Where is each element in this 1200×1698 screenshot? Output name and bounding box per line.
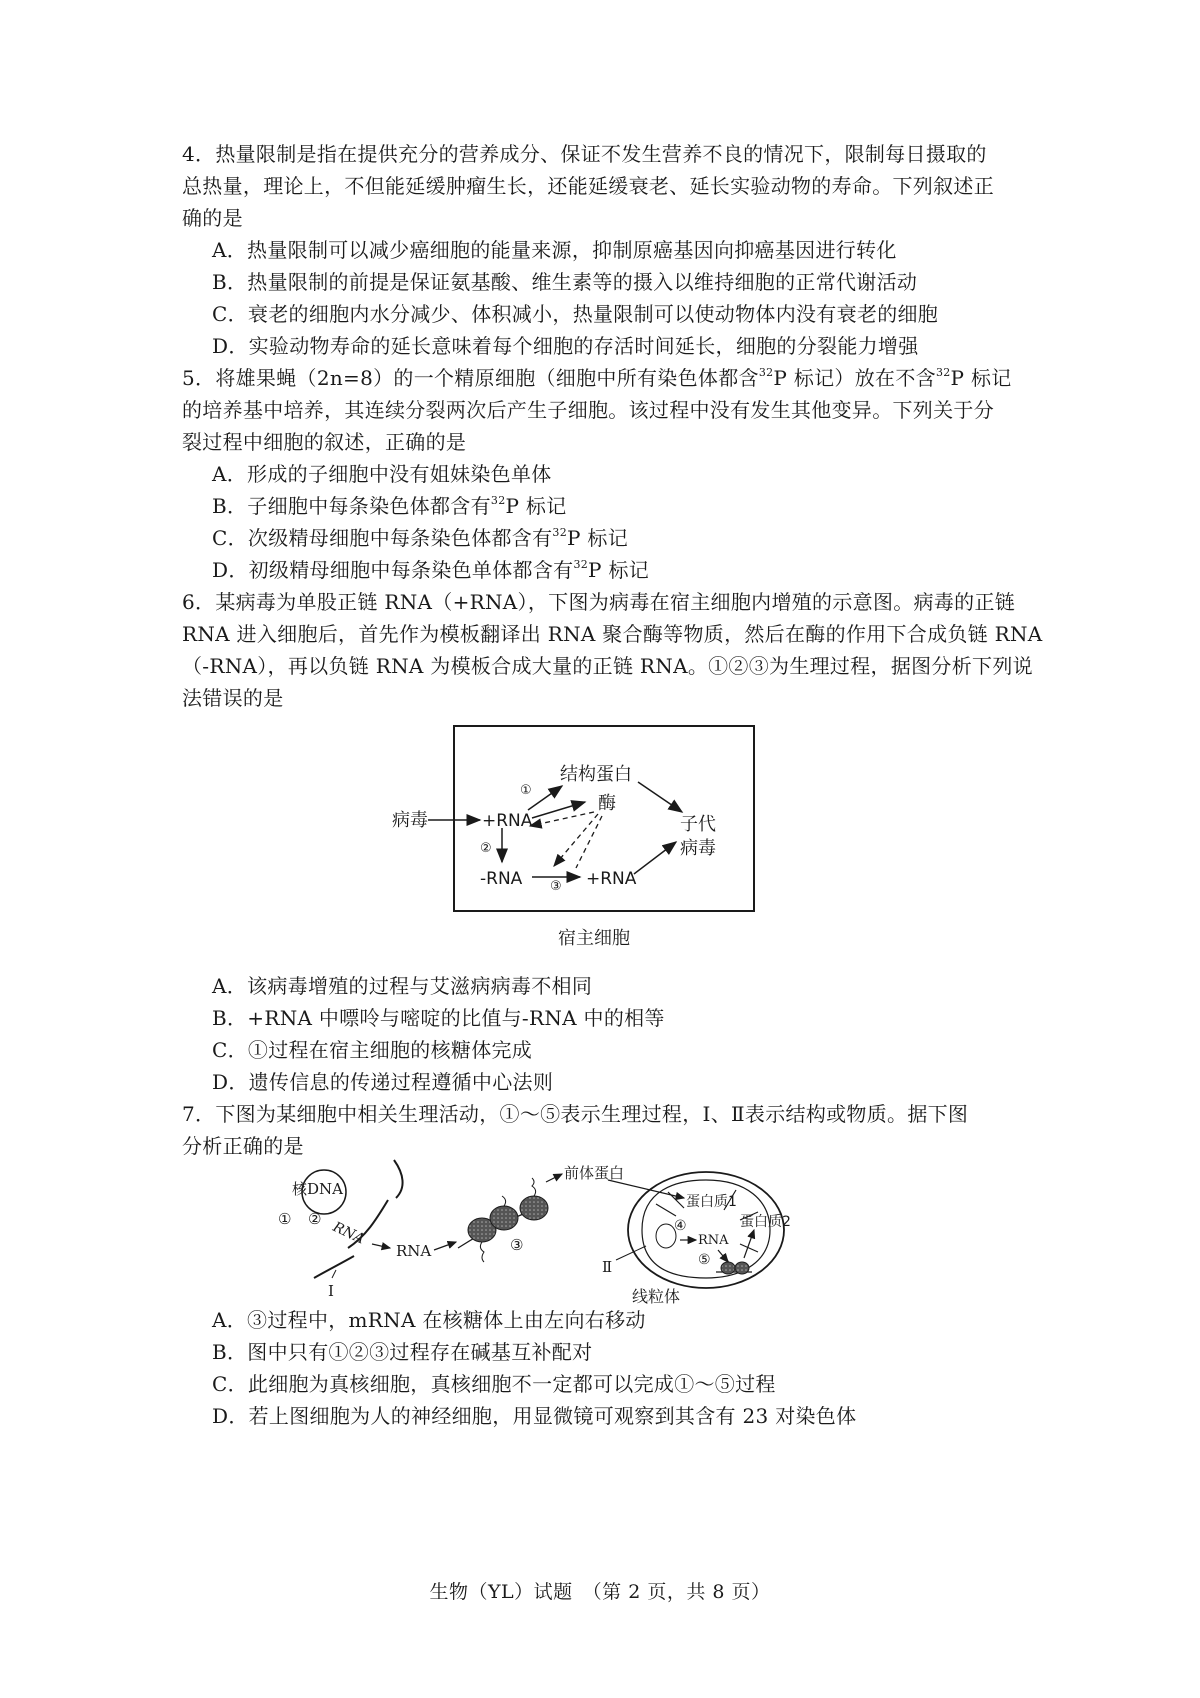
nuclear-envelope-top (394, 1160, 403, 1198)
mito-rna-label: RNA (698, 1233, 729, 1248)
step-4-label: ④ (674, 1218, 687, 1234)
label-II: Ⅱ (602, 1258, 613, 1276)
q5-option-d: D．初级精母细胞中每条染色单体都含有$^{32}$P 标记 (212, 558, 650, 582)
rna-export-arrow (372, 1244, 390, 1248)
q4-option-b: B．热量限制的前提是保证氨基酸、维生素等的摄入以维持细胞的正常代谢活动 (212, 270, 918, 294)
plus-rna-2-label: +RNA (586, 869, 637, 889)
q5-stem-line-2: 的培养基中培养，其连续分裂两次后产生子细胞。该过程中没有发生其他变异。下列关于分 (182, 398, 994, 422)
label-I-pointer (332, 1270, 336, 1278)
q4-stem-line-2: 总热量，理论上，不但能延缓肿瘤生长，还能延缓衰老、延长实验动物的寿命。下列叙述正 (182, 174, 994, 198)
q6-stem-line-4: 法错误的是 (182, 686, 284, 710)
q7-option-a: A．③过程中，mRNA 在核糖体上由左向右移动 (212, 1308, 646, 1332)
q7-stem-line-2: 分析正确的是 (182, 1134, 304, 1158)
q5-option-a: A．形成的子细胞中没有姐妹染色单体 (212, 462, 552, 486)
progeny-label-1: 子代 (680, 814, 716, 835)
peptide-chain-3 (532, 1178, 536, 1196)
step-2-label: ② (480, 841, 492, 856)
q4-stem-line-3: 确的是 (182, 206, 243, 230)
q6-stem-line-3: （-RNA），再以负链 RNA 为模板合成大量的正链 RNA。①②③为生理过程，据图分析下列说 (182, 654, 1033, 678)
step-1-label: ① (520, 783, 532, 798)
q4-option-d: D．实验动物寿命的延长意味着每个细胞的存活时间延长，细胞的分裂能力增强 (212, 334, 919, 358)
precursor-import-arrow (608, 1180, 684, 1198)
page-footer: 生物（YL）试题 （第 2 页，共 8 页） (429, 1581, 771, 1603)
mitochondrion-outer (628, 1172, 784, 1288)
cell-mitochondrion-diagram (278, 1160, 916, 1310)
protein-2-arrow (744, 1230, 754, 1258)
structural-protein-label: 结构蛋白 (560, 764, 632, 785)
q4-stem-line-1: 4．热量限制是指在提供充分的营养成分、保证不发生营养不良的情况下，限制每日摄取的 (182, 142, 987, 166)
step-5-label: ⑤ (698, 1252, 711, 1268)
step-3-label: ③ (510, 1236, 524, 1254)
arrow-rna-to-enzyme (532, 802, 585, 818)
precursor-arrow (546, 1174, 562, 1182)
q6-option-c: C．①过程在宿主细胞的核糖体完成 (212, 1038, 533, 1062)
q7-stem-line-1: 7．下图为某细胞中相关生理活动，①～⑤表示生理过程，Ⅰ、Ⅱ表示结构或物质。据下图 (182, 1102, 969, 1126)
q5-option-c: C．次级精母细胞中每条染色体都含有$^{32}$P 标记 (212, 526, 629, 550)
q7-option-b: B．图中只有①②③过程存在碱基互补配对 (212, 1340, 593, 1364)
dashed-enzyme-to-plus-rna (530, 812, 594, 826)
precursor-protein-label: 前体蛋白 (564, 1164, 625, 1182)
arrow-rna-to-protein (528, 786, 562, 810)
dashed-enzyme-to-minus-rna (554, 814, 598, 866)
virus-replication-diagram (380, 722, 820, 962)
ribosome-2 (490, 1206, 518, 1230)
enzyme-label: 酶 (598, 793, 616, 814)
q6-stem-line-1: 6．某病毒为单股正链 RNA（+RNA），下图为病毒在宿主细胞内增殖的示意图。病毒的正链 (182, 590, 1016, 614)
peptide-chain-1 (480, 1242, 484, 1262)
q5-stem-line-1: 5．将雄果蝇（2n=8）的一个精原细胞（细胞中所有染色体都含$^{32}$P 标记）放在不含$^{32}$P 标记 (182, 366, 1012, 390)
label-I: Ⅰ (328, 1282, 334, 1300)
progeny-label-2: 病毒 (680, 838, 716, 859)
host-cell-caption: 宿主细胞 (558, 928, 630, 949)
q6-stem-line-2: RNA 进入细胞后，首先作为模板翻译出 RNA 聚合酶等物质，然后在酶的作用下合成负链 RNA (182, 622, 1043, 646)
arrow-protein-to-progeny (638, 782, 682, 812)
protein-2-label: 蛋白质2 (740, 1214, 791, 1230)
mitochondrion-label: 线粒体 (632, 1287, 681, 1306)
mito-dna (656, 1224, 676, 1248)
arrow-plus-to-progeny (634, 842, 676, 874)
q4-option-a: A．热量限制可以减少癌细胞的能量来源，抑制原癌基因向抑癌基因进行转化 (212, 238, 897, 262)
q6-option-b: B．+RNA 中嘌呤与嘧啶的比值与-RNA 中的相等 (212, 1006, 665, 1030)
q5-option-b: B．子细胞中每条染色体都含有$^{32}$P 标记 (212, 494, 567, 518)
virus-label: 病毒 (392, 810, 428, 831)
q6-option-d: D．遗传信息的传递过程遵循中心法则 (212, 1070, 554, 1094)
mito-translation-arrow (718, 1250, 728, 1262)
rna-label: RNA (396, 1242, 432, 1260)
q5-stem-line-3: 裂过程中细胞的叙述，正确的是 (182, 430, 467, 454)
step-2-label: ② (308, 1210, 322, 1228)
step-3-label: ③ (550, 879, 562, 894)
q7-option-d: D．若上图细胞为人的神经细胞，用显微镜可观察到其含有 23 对染色体 (212, 1404, 857, 1428)
q4-option-c: C．衰老的细胞内水分减少、体积减小，热量限制可以使动物体内没有衰老的细胞 (212, 302, 939, 326)
plus-rna-label: +RNA (482, 811, 533, 831)
minus-rna-label: -RNA (480, 869, 523, 889)
step-1-label: ① (278, 1210, 292, 1228)
q7-option-c: C．此细胞为真核细胞，真核细胞不一定都可以完成①～⑤过程 (212, 1372, 776, 1396)
peptide-chain-2 (502, 1196, 506, 1206)
q6-option-a: A．该病毒增殖的过程与艾滋病病毒不相同 (212, 974, 593, 998)
mito-ribosome-2 (735, 1262, 749, 1274)
mito-ribosome-1 (721, 1262, 735, 1274)
nuclear-dna-label: 核DNA (292, 1180, 343, 1198)
curved-rna-label: RNA (330, 1219, 367, 1248)
ribosome-3 (520, 1196, 548, 1220)
rna-to-ribosome-arrow (434, 1242, 456, 1250)
protein-1-label: 蛋白质1 (686, 1194, 737, 1210)
